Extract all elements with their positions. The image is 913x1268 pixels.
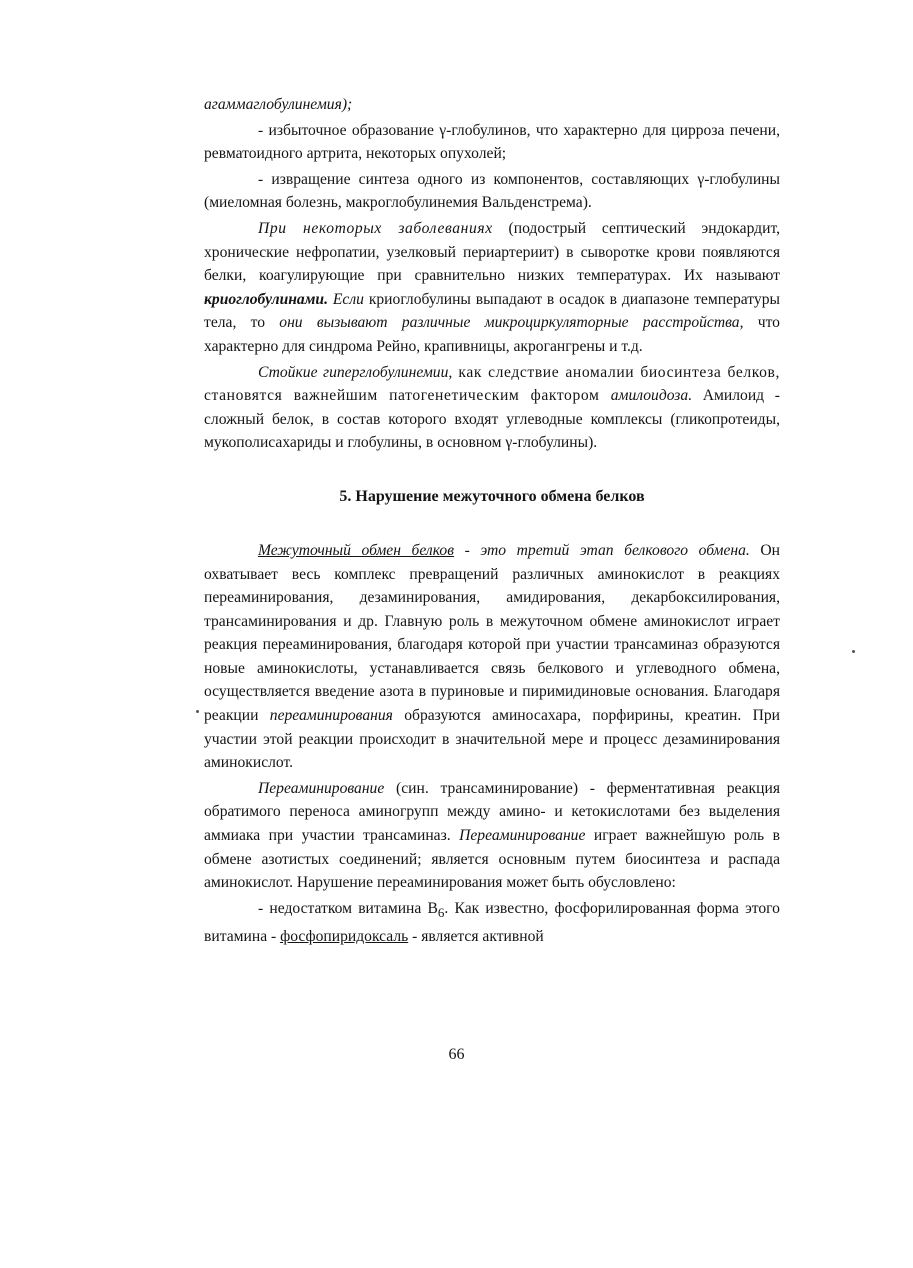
text-run: (син. трансаминирование) - ферментативная реакция обратимого переноса аминогрупп между амино- и кетокислотами без выделения аммиака при участии трансаминаз.	[204, 779, 780, 845]
term-phosphopyridoxal: фосфопиридоксаль	[280, 927, 409, 945]
document-page	[204, 93, 780, 948]
text-run: переаминирования	[269, 707, 393, 725]
text-run: . Как известно, фосфорилированная форма этого витамина -	[204, 899, 780, 945]
text-run: они вызывают различные микроциркуляторные расстройства,	[265, 314, 744, 332]
paragraph-8	[204, 897, 780, 948]
term-amyloidosis: амилоидоза.	[610, 387, 693, 405]
text-run: Амилоид - сложный белок, в состав которого входят углеводные комплексы (гликопротеиды, мукополисахариды и глобулины, в основном γ-глобулины).	[204, 387, 780, 452]
scan-speck	[196, 710, 199, 713]
paragraph-6	[204, 539, 780, 775]
paragraph-2: - избыточное образование γ-глобулинов, что характерно для цирроза печени, ревматоидного артрита, некоторых опухолей;	[204, 121, 780, 163]
page-number: 66	[448, 1046, 465, 1063]
text-run: Если	[327, 290, 364, 308]
paragraph-7	[204, 777, 780, 895]
text-run: играет важнейшую роль в обмене азотистых соединений; является основным путем биосинтеза и распада аминокислот. Нарушение переаминирования может быть обусловлено:	[204, 827, 780, 892]
text-run: - это третий этап белкового обмена.	[453, 541, 750, 559]
subscript: 6	[437, 904, 445, 920]
text-run: образуются аминосахара, порфирины, креатин. При участии этой реакции происходит в значительной мере и процесс дезаминирования аминокислот.	[204, 707, 781, 772]
text-run: криоглобулины выпадают в осадок в диапазоне температуры тела, то	[204, 290, 780, 332]
paragraph-5	[204, 361, 780, 455]
text-run: - недостатком витамина В	[258, 899, 438, 917]
term-cryoglobulins: криоглобулинами.	[204, 290, 328, 308]
text-run: что характерно для синдрома Рейно, крапивницы, акрогангрены и т.д.	[204, 314, 780, 355]
text-run: как следствие аномалии биосинтеза белков, становятся важнейшим патогенетическим фактором	[204, 363, 780, 405]
section-heading: 5. Нарушение межуточного обмена белков	[339, 487, 645, 505]
term-intermediate-metabolism: Межуточный обмен белков	[258, 541, 454, 559]
text-run: (подострый септический эндокардит, хронические нефропатии, узелковый периартериит) в сыворотке крови появляются белки, коагулирующие при сравнительно низких температурах. Их называют	[204, 219, 780, 285]
text-run: Он охватывает весь комплекс превращений различных аминокислот в реакциях переаминирования, дезаминирования, амидирования, декарбоксилирования, трансаминирования и др. Главную роль в межуточном обмене аминокислот играет реакция переаминирования, благодаря которой при участии трансаминаз образуются новые аминокислоты, устанавливается связь белкового и углеводного обмена, осуществляется введение азота в пуриновые и пиримидиновые основания. Благодаря реакции	[204, 541, 781, 725]
paragraph-4	[204, 217, 780, 359]
text-run: Переаминирование	[459, 827, 586, 845]
text-run: - является активной	[408, 927, 544, 945]
text-run: Стойкие гиперглобулинемии,	[258, 363, 453, 381]
paragraph-3: - извращение синтеза одного из компонентов, составляющих γ-глобулины (миеломная болезнь, макроглобулинемия Вальденстрема).	[204, 170, 780, 212]
text-run: При некоторых заболеваниях	[258, 219, 493, 237]
paragraph-1	[204, 93, 780, 117]
text-run: агаммаглобулинемия);	[204, 96, 353, 113]
term-transamination: Переаминирование	[258, 779, 385, 797]
scan-speck	[852, 650, 855, 653]
